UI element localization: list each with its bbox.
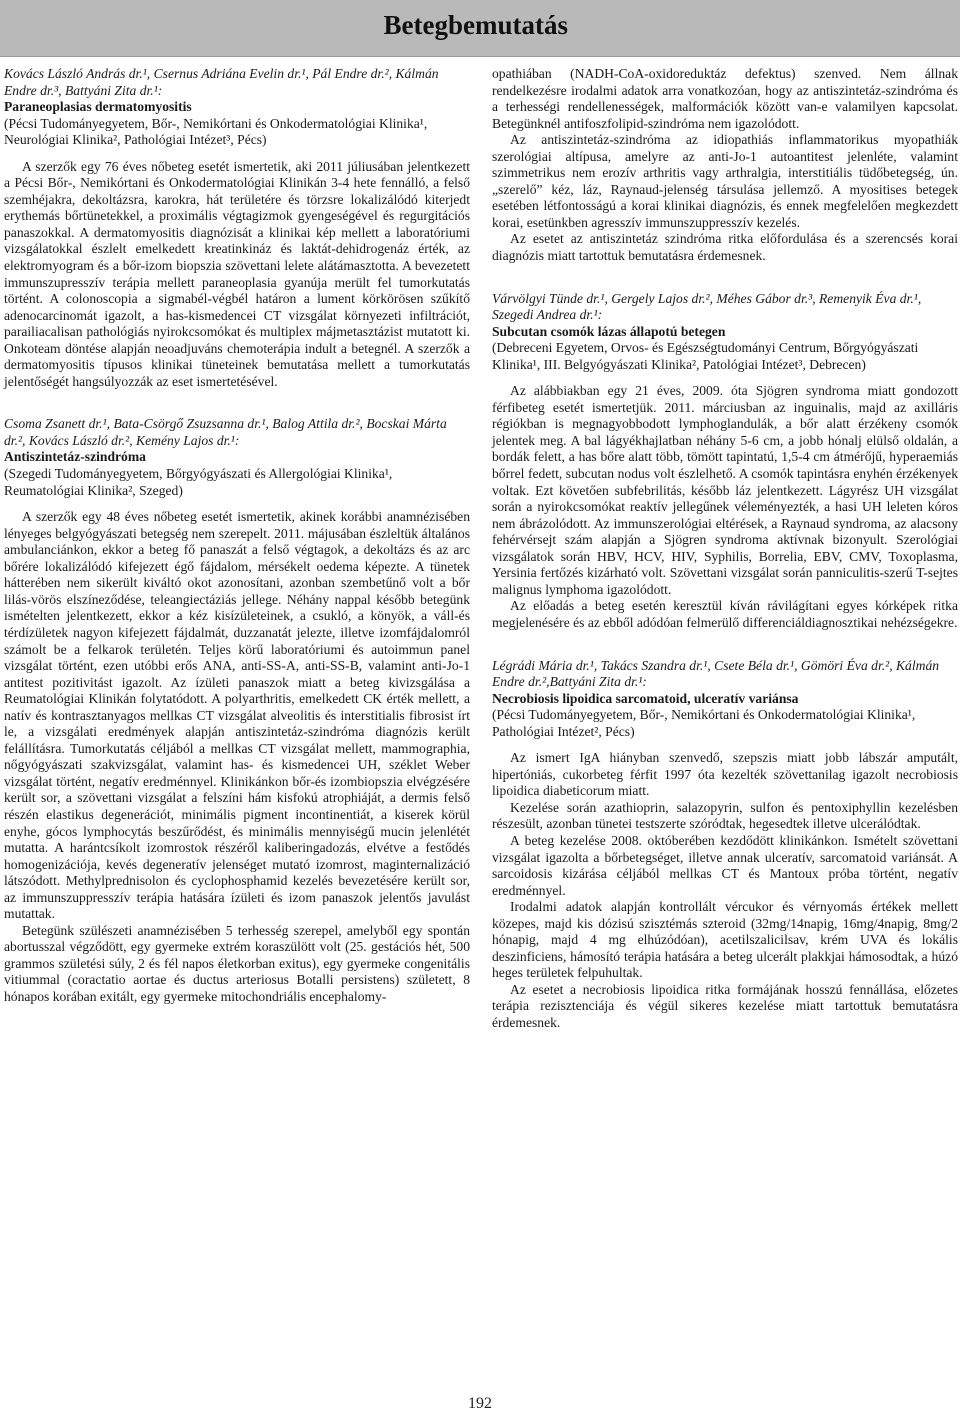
abstract-affiliation: (Szegedi Tudományegyetem, Bőrgyógyászati és Allergológiai Klinika¹, Reumatológiai Klinika², Szeged) — [4, 466, 393, 498]
abstract-subcutan-csomok — [492, 291, 958, 632]
abstract-authors: Légrádi Mária dr.¹, Takács Szandra dr.¹, Csete Béla dr.¹, Gömöri Éva dr.², Kálmán Endre dr.²,Battyáni Zita dr.¹: — [492, 657, 940, 690]
continuation-paragraph: opathiában (NADH-CoA-oxidoreduktáz defektus) szenved. Nem állnak rendelkezésre irodalmi adatok arra vonatkozóan, hogy az antiszintetáz-szindróma és a terhességi rendellenességek, malformációk között van-e valamilyen kapcsolat. Betegünknél antifoszfolipid-szindróma nem igazolódott. — [492, 66, 958, 131]
abstract-affiliation: (Pécsi Tudományegyetem, Bőr-, Nemikórtani és Onkodermatológiai Klinika¹, Neurológiai Klinika², Pathológiai Intézet³, Pécs) — [4, 115, 428, 148]
abstract-paragraph: Az alábbiakban egy 21 éves, 2009. óta Sjögren syndroma miatt gondozott férfibeteg esetét ismertetjük. 2011. márciusban az inguinalis, majd az axilláris régiókban is megnagyobbodott lymphoglandulák, a bőr alatt érzékeny csomók jelentek meg. A bal lágyékhajlatban néhány 5-6 cm, a jobb hónalj elülső oldalán, a bordák felett, a has bőre alatt több, tömött tapintatú, 1,5-4 cm átmérőjű, hyperaemiás bőrrel fedett, subcutan nodus volt észlelhető. A csomók tapintásra enyhén érzékenyek voltak. Ezt követően subfebrilitás, később láz jelentkezett. Lágyrész UH vizsgálat során a nyirokcsomókat reaktív jellegűnek véleményezték, a hasi UH leleten kóros nem ábrázolódott. Az immunszerológiai eltérések, a Raynaud syndroma, az alacsony fehérvérsejt szám alapján a Sjögren syndroma aktívnak bizonyult. Szerológiai vizsgálatok során HBV, HCV, HIV, Syphilis, Borrelia, EBV, CMV, Toxoplasma, Yersinia fertőzés kizárható volt. Szövettani vizsgálat során panniculitis-szerű T-sejtes malignus lymphoma igazolódott. — [492, 383, 958, 597]
page-number: 192 — [468, 1395, 492, 1412]
abstract-paragraph: Kezelése során azathioprin, salazopyrin, sulfon és pentoxiphyllin kezelésben részesült, azonban tünetei testszerte szóródtak, hegesedtek illetve ulcerálódtak. — [492, 799, 958, 832]
abstract-authors: Kovács László András dr.¹, Csernus Adriána Evelin dr.¹, Pál Endre dr.², Kálmán Endre dr.³, Battyáni Zita dr.¹: — [4, 66, 439, 98]
abstract-affiliation: (Pécsi Tudományegyetem, Bőr-, Nemikórtani és Onkodermatológiai Klinika¹, Pathológiai Intézet², Pécs) — [492, 707, 916, 739]
abstract-paragraph: Az ismert IgA hiányban szenvedő, szepszis miatt jobb lábszár amputált, hipertóniás, cukorbeteg férfit 1997 óta kezelték szövettanilag igazolt necrobiosis lipoidica diabeticorum miatt. — [492, 750, 958, 799]
abstract-paragraph: Irodalmi adatok alapján kontrollált vércukor és vérnyomás értékek mellett közepes, majd kis dózisú szisztémás szteroid (32mg/14napig, 16mg/4napig, 8mg/2 hónapig, majd 4 mg elhúzódóan), acetilszalicilsav, krém UVA és lokális deszinficiens, hámosító terápia hatására a beteg ulcerált plakkjai hámosodtak, a húzó heges területek felpuhultak. — [492, 899, 958, 981]
abstract-paragraph: Az esetet a necrobiosis lipoidica ritka formájának hosszú fennállása, előzetes terápia rezisztenciája és végül sikeres kezelése miatt tartottuk bemutatásra érdemesnek. — [492, 981, 958, 1030]
section-title: Betegbemutatás — [383, 10, 568, 40]
abstract-antiszintetaz-szindroma — [4, 416, 470, 1005]
left-column — [4, 66, 470, 1006]
abstract-title: Antiszintetáz-szindróma — [4, 449, 146, 465]
abstract-affiliation: (Debreceni Egyetem, Orvos- és Egészségtudományi Centrum, Bőrgyógyászati Klinika¹, III. Belgyógyászati Klinika², Patológiai Intézet³, Debrecen) — [492, 340, 919, 372]
abstract-paragraph: Az előadás a beteg esetén keresztül kíván rávilágítani egyes kórképek ritka megjelenésére és az ebből adódóan felmerülő differenciáldiagnosztikai nehézségekre. — [492, 598, 958, 630]
abstract-title: Subcutan csomók lázas állapotú betegen — [492, 323, 726, 339]
abstract-title: Necrobiosis lipoidica sarcomatoid, ulceratív variánsa — [492, 690, 799, 706]
abstract-necrobiosis-lipoidica — [492, 658, 958, 1032]
abstract-authors: Csoma Zsanett dr.¹, Bata-Csörgő Zsuzsanna dr.¹, Balog Attila dr.², Bocskai Márta dr.², Kovács László dr.², Kemény Lajos dr.¹: — [4, 416, 447, 448]
abstract-paragraph: A szerzők egy 76 éves nőbeteg esetét ismertetik, aki 2011 júliusában jelentkezett a Pécsi Bőr-, Nemikórtani és Onkodermatológiai Klinikán 3-4 hete fennálló, a felső szemhéjakra, dekoltázsra, karokra, hát területére és törzsre lokalizálódó kiterjedt erythemás bőrtünetekkel, a proximális végtagizmok gyengeségével és regurgitációs panaszokkal. A dermatomyositis diagnózisát a klinikai kép mellett a laboratóriumi vizsgálatokkal észlelt emelkedett kreatinkináz és laktát-dehidrogenáz érték, az elektromyogram és a bőr-izom biopszia szövettani lelete alátámasztotta. A bevezetett immunszupresszív terápia mellett paraneoplasia gyanúja merült fel tumorkutatás történt. A colonoscopia a sigmabél-végbél határon a lument körkörösen szűkítő adenocarcinomát igazolt, a has-kismedencei CT vizsgálat környezeti infiltrációt, parailiacalisan pathológiás nyirokcsomókat és multiplex májmetasztázist mutatott ki. Onkoteam döntése alapján neoadjuváns chemoterápia indult a betegnél. A szerzők a dermatomyositis típusos klinikai tüneteinek bemutatása mellett a tumorkutatás jelentőségét hangsúlyozzák az eset ismertetésével. — [4, 158, 470, 389]
continuation-paragraph: Az antiszintetáz-szindróma az idiopathiás inflammatorikus myopathiák szerológiai altípusa, amelyre az anti-Jo-1 autoantitest jelenléte, valamint szimmetrikus nem erozív arthritis vagy arthralgia, interstitiális tüdőbetegség, ún. „szerelő” kéz, láz, Raynaud-jelenség társulása jellemző. A myositises betegek esetében létfontosságú a korai klinikai diagnózis, és ennek megfelelően megkezdett korai, esetünkben agresszív immunszuppresszív kezelés. — [492, 132, 958, 230]
abstract-paragraph: A beteg kezelése 2008. októberében kezdődött klinikánkon. Ismételt szövettani vizsgálat igazolta a bőrbetegséget, illetve annak ulceratív, sarcomatoid variánsát. A sarcoidosis kizárása céljából mellkas CT és Mantoux próba történt, negatív eredménnyel. — [492, 832, 958, 898]
abstract-paragraph: A szerzők egy 48 éves nőbeteg esetét ismertetik, akinek korábbi anamnézisében lényeges belgyógyászati betegség nem szerepelt. 2011. májusában észleltük általános ambulanciánkon, ekkor a beteg fő panaszát a felső végtagok, a dekoltázs és az arc bőrére lokalizálódó kifejezett égő fájdalom, mérsékelt oedema képezte. A tünetek hátterében nem sikerült kiváltó okot azonosítani, azonban szembetűnő volt a bőr lilás-vörös elszíneződése, teleangiectáziás jellege. Néhány nappal később betegünk ismételten jelentkezett, ekkor a kéz kisízületeinek, a csukló, a könyök, a váll-és térdízületek nagyon kifejezett fájdalmát, duzzanatát jelezte, illetve izomfájdalomról számolt be a felkarok területén. Teljes körű laboratóriumi és autoimmun panel vizsgálat történt, ezen utóbbi erős ANA, anti-SS-A, anti-SS-B, valamint anti-Jo-1 antitest pozitivitást igazolt. Az ízületi panaszok miatt a beteg kivizsgálása a Reumatológiai Klinikán folytatódott. A polyarthritis, emelkedett CK érték mellett, a natív és kontrasztanyagos mellkas CT vizsgálat alveolitis és interstitialis fibrosist írt le, a vizsgálati eredmények alapján antiszintetáz-szindróma diagnózis került felállításra. Tumorkutatás céljából a mellkas CT vizsgálat mellett, mammographia, nőgyógyászati szakvizsgálat, valamint has- és kismedencei UH, széklet Weber vizsgálat történt, negatív eredménnyel. Klinikánkon bőr-és izombiopszia elvégzésére került sor, a szövettani vizsgálat a felszíni hám kisfokú atrophiáját, a dermis felső részén elastikus degenerációt, minimális pigment incontinentiát, a kiserek körül enyhe, gócos lymphocytás beszűrődést, és minimális mennyiségű mucin jelenlétét mutatta. A harántcsíkolt izomrostok részéről kaliberingadozás, elvétve a festődés homogenizációja, kevés degeneratív jelenséget mutató izomrost, maginternalizáció látszódott. Methylprednisolon és cyclophosphamid kezelés bevezetésére került sor, az immunszuppresszív terápia hatására ízületi és izom panaszok jelentős javulást mutattak. — [4, 509, 470, 922]
right-column — [492, 66, 958, 1032]
continuation-paragraph: Az esetet az antiszintetáz szindróma ritka előfordulása és a szerencsés korai diagnózis miatt tartottuk bemutatásra érdemesnek. — [492, 231, 958, 264]
abstract-paraneoplasias-dermatomyositis — [4, 66, 470, 390]
abstract-authors: Várvölgyi Tünde dr.¹, Gergely Lajos dr.², Méhes Gábor dr.³, Remenyik Éva dr.¹, Szegedi Andrea dr.¹: — [492, 290, 922, 323]
section-banner — [0, 0, 960, 57]
abstract-paragraph: Betegünk szülészeti anamnézisében 5 terhesség szerepel, amelyből egy spontán abortusszal végződött, egy gyermeke extrém koraszülött volt (25. gestációs hét, 500 grammos születési súly, 2 és fél napos életkorban exitus), egy gyermeke congenitális vitiummal (coractatio aortae és ductus arteriosus Botalli persistens) született, 8 hónapos korában exitált, egy gyermeke mitochondriális encephalomy- — [4, 922, 470, 1004]
abstract-title: Paraneoplasias dermatomyositis — [4, 99, 192, 115]
